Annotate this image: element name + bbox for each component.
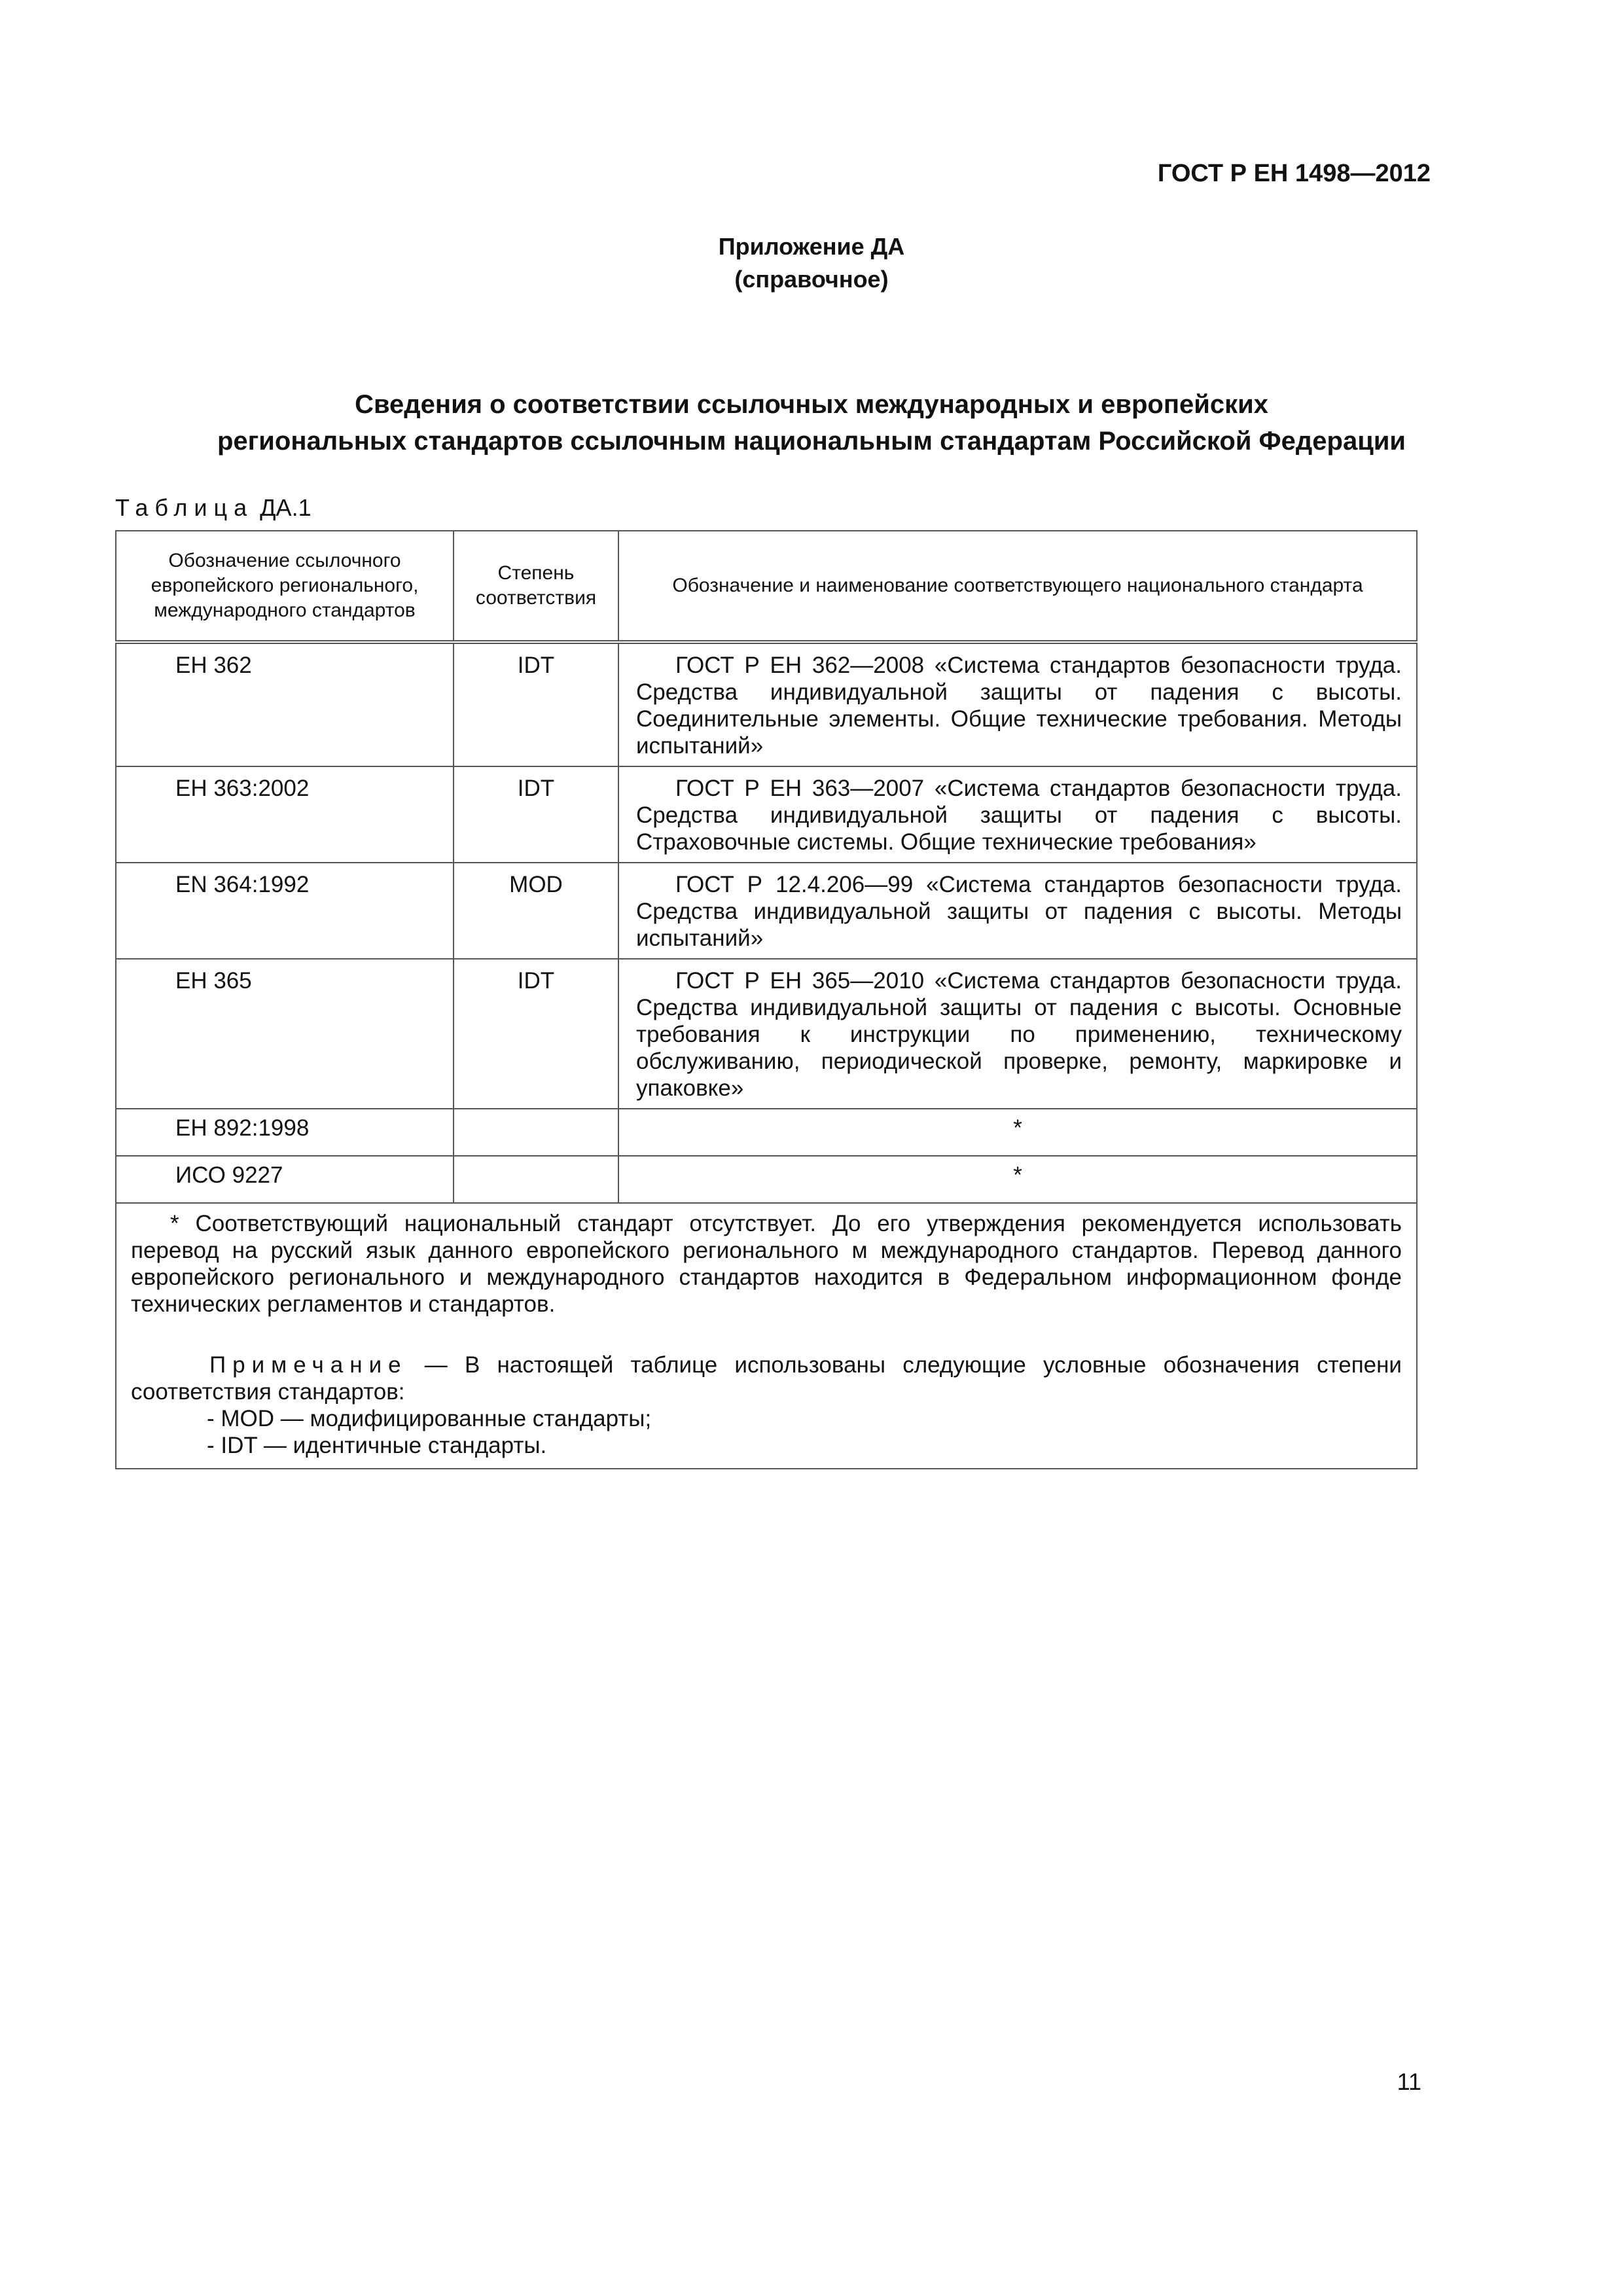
correspondence-table bbox=[115, 530, 1418, 1469]
table-footer bbox=[116, 1203, 1417, 1469]
cell-designation: ЕН 892:1998 bbox=[116, 1109, 454, 1156]
page-number: 11 bbox=[1397, 2068, 1421, 2095]
appendix-type: (справочное) bbox=[734, 266, 889, 293]
table-label bbox=[115, 494, 312, 522]
cell-degree: IDT bbox=[454, 959, 618, 1109]
cell-degree bbox=[454, 1156, 618, 1203]
note-item: - IDT — идентичные стандарты. bbox=[207, 1433, 547, 1458]
table-row bbox=[116, 1109, 1417, 1156]
cell-national-standard: * bbox=[618, 1109, 1417, 1156]
cell-national-standard: ГОСТ Р ЕН 362—2008 «Система стандартов безопасности труда. Средства индивидуальной защиты от падения с высоты. Соединительные элементы. Общие технические требования. Методы испытаний» bbox=[618, 642, 1417, 766]
cell-national-standard: ГОСТ Р ЕН 365—2010 «Система стандартов безопасности труда. Средства индивидуальной защиты от падения с высоты. Основные требования к инструкции по применению, техническому обслуживанию, периодической проверке, ремонту, маркировке и упаковке» bbox=[618, 959, 1417, 1109]
appendix-title bbox=[0, 230, 1623, 296]
cell-national-standard: ГОСТ Р 12.4.206—99 «Система стандартов безопасности труда. Средства индивидуальной защиты от падения с высоты. Методы испытаний» bbox=[618, 863, 1417, 959]
cell-degree: IDT bbox=[454, 642, 618, 766]
column-header-designation: Обозначение ссылочного европейского регионального, международного стандартов bbox=[116, 531, 454, 642]
section-heading bbox=[0, 386, 1623, 459]
footnote: * Соответствующий национальный стандарт отсутствует. До его утверждения рекомендуется использовать перевод на русский язык данного европейского регионального м международного стандартов. Перевод данного европейского регионального и международного стандартов находится в Федеральном информационном фонде технических регламентов и стандартов. bbox=[131, 1211, 1402, 1317]
heading-line-1: Сведения о соответствии ссылочных международных и европейских bbox=[355, 390, 1268, 419]
cell-designation: ЕН 365 bbox=[116, 959, 454, 1109]
cell-designation: ИСО 9227 bbox=[116, 1156, 454, 1203]
note-text: — В настоящей таблице использованы следующие условные обозначения степени соответствия стандартов: bbox=[131, 1352, 1402, 1405]
cell-degree bbox=[454, 1109, 618, 1156]
cell-degree: IDT bbox=[454, 766, 618, 863]
table-row bbox=[116, 863, 1417, 959]
heading-line-2: региональных стандартов ссылочным национальным стандартам Российской Федерации bbox=[217, 427, 1406, 456]
column-header-national-standard: Обозначение и наименование соответствующего национального стандарта bbox=[618, 531, 1417, 642]
table-header-row bbox=[116, 531, 1417, 642]
appendix-label: Приложение ДА bbox=[718, 233, 905, 260]
column-header-degree: Степень соответствия bbox=[454, 531, 618, 642]
cell-national-standard: * bbox=[618, 1156, 1417, 1203]
table-row bbox=[116, 642, 1417, 766]
cell-national-standard: ГОСТ Р ЕН 363—2007 «Система стандартов безопасности труда. Средства индивидуальной защиты от падения с высоты. Страховочные системы. Общие технические требования» bbox=[618, 766, 1417, 863]
note bbox=[131, 1352, 1402, 1405]
cell-designation: EN 364:1992 bbox=[116, 863, 454, 959]
cell-degree: MOD bbox=[454, 863, 618, 959]
note-label: Примечание bbox=[209, 1352, 408, 1378]
table-row bbox=[116, 1156, 1417, 1203]
table-row bbox=[116, 959, 1417, 1109]
note-item: - MOD — модифицированные стандарты; bbox=[207, 1406, 652, 1431]
cell-designation: ЕН 363:2002 bbox=[116, 766, 454, 863]
table-footer-row bbox=[116, 1203, 1417, 1469]
table-label-number: ДА.1 bbox=[260, 494, 312, 521]
cell-designation: ЕН 362 bbox=[116, 642, 454, 766]
table-label-word: Таблица bbox=[115, 494, 254, 521]
document-code: ГОСТ Р ЕН 1498—2012 bbox=[1157, 160, 1431, 187]
table-row bbox=[116, 766, 1417, 863]
